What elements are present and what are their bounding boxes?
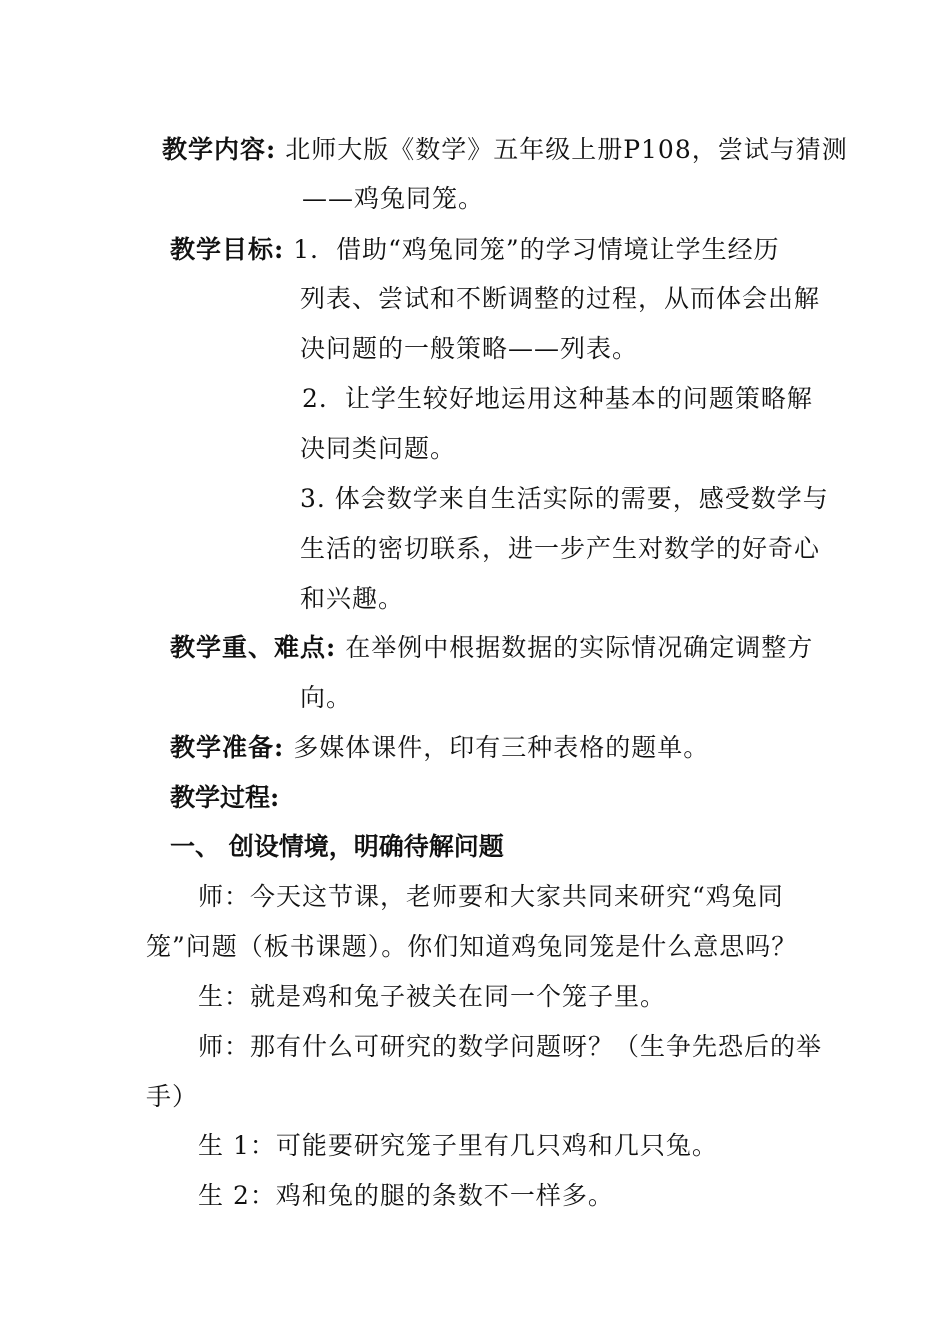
objective-3-line-2: 生活的密切联系，进一步产生对数学的好奇心 — [300, 534, 821, 563]
key-points-text-2: 向。 — [300, 683, 353, 712]
paragraph-3-line-1: 师：那有什么可研究的数学问题呀？（生争先恐后的举 — [198, 1032, 823, 1061]
objective-3-line-1: 3. 体会数学来自生活实际的需要，感受数学与 — [300, 484, 829, 513]
paragraph-1-line-1: 师：今天这节课，老师要和大家共同来研究“鸡兔同 — [198, 882, 784, 911]
preparation-line — [170, 732, 709, 764]
objective-2-line-2: 决同类问题。 — [300, 434, 457, 463]
paragraph-4: 生 1：可能要研究笼子里有几只鸡和几只兔。 — [198, 1131, 718, 1160]
content-text-continued: ——鸡兔同笼。 — [302, 184, 485, 213]
paragraph-1-line-2: 笼”问题（板书课题）。你们知道鸡兔同笼是什么意思吗？ — [146, 932, 798, 961]
objective-2-line-1: 2．让学生较好地运用这种基本的问题策略解 — [302, 384, 813, 413]
objective-1-line-1: 1．借助“鸡兔同笼”的学习情境让学生经历 — [293, 235, 780, 264]
content-line — [162, 134, 848, 166]
content-text: 北师大版《数学》五年级上册P108，尝试与猜测 — [285, 135, 848, 164]
section-1-title: 一、 创设情境，明确待解问题 — [170, 832, 504, 861]
key-points-line-1 — [170, 632, 813, 664]
objective-1-line-3: 决问题的一般策略——列表。 — [300, 334, 639, 363]
key-points-text-1: 在举例中根据数据的实际情况确定调整方 — [345, 633, 814, 662]
objectives-line-1 — [170, 234, 780, 266]
objective-3-line-3: 和兴趣。 — [300, 584, 405, 613]
content-label: 教学内容: — [162, 135, 277, 164]
preparation-text: 多媒体课件，印有三种表格的题单。 — [293, 733, 710, 762]
paragraph-5: 生 2：鸡和兔的腿的条数不一样多。 — [198, 1181, 614, 1210]
process-label: 教学过程: — [170, 783, 280, 812]
paragraph-2: 生：就是鸡和兔子被关在同一个笼子里。 — [198, 982, 667, 1011]
key-points-label: 教学重、难点: — [170, 633, 337, 662]
objective-1-line-2: 列表、尝试和不断调整的过程，从而体会出解 — [300, 284, 821, 313]
paragraph-3-line-2: 手） — [146, 1082, 199, 1111]
objectives-label: 教学目标: — [170, 235, 285, 264]
preparation-label: 教学准备: — [170, 733, 285, 762]
